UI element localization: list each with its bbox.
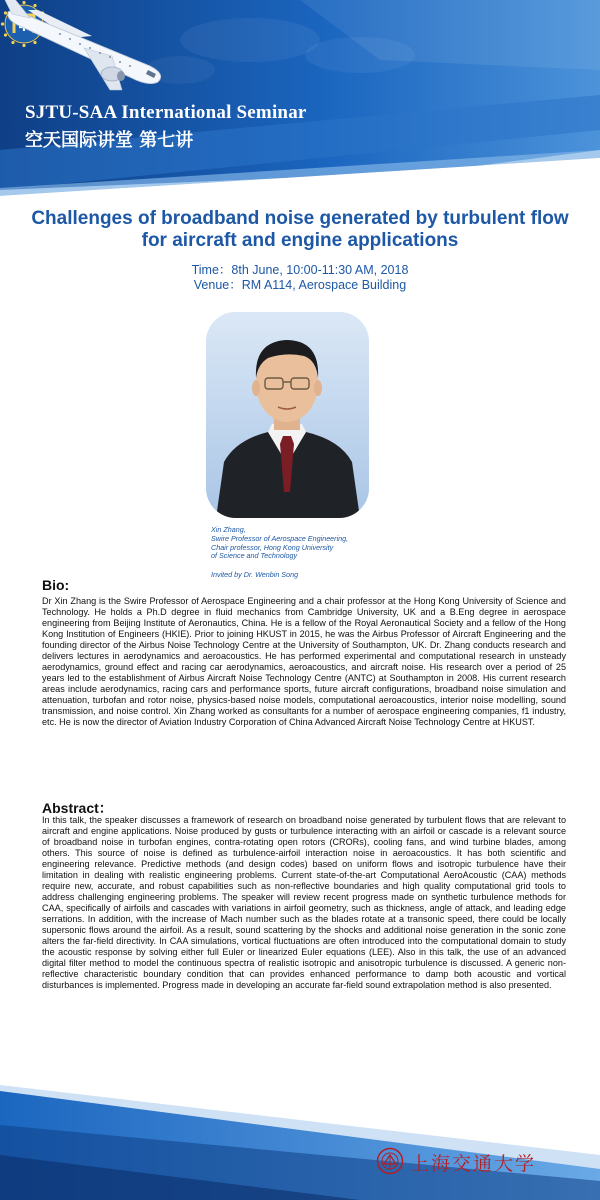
bio-heading: Bio: xyxy=(42,577,70,593)
talk-time: Time：8th June, 10:00-11:30 AM, 2018 xyxy=(191,263,409,277)
speaker-title-1: Swire Professor of Aerospace Engineering, xyxy=(211,533,349,543)
airplane-icon xyxy=(0,0,170,100)
talk-title-line2: for aircraft and engine applications xyxy=(141,230,459,251)
speaker-name: Xin Zhang, xyxy=(211,525,246,534)
speaker-photo xyxy=(206,312,369,518)
speaker-invited-by: Invited by Dr. Wenbin Song xyxy=(211,570,299,580)
footer-banner xyxy=(0,1085,600,1200)
speaker-title-2: Chair professor, Hong Kong University xyxy=(211,542,334,552)
sjtu-seal-icon xyxy=(376,1147,404,1175)
header-banner xyxy=(0,0,600,200)
footer-background xyxy=(0,1085,600,1200)
seminar-title-en: SJTU-SAA International Seminar xyxy=(25,102,307,123)
abstract-text: In this talk, the speaker discusses a framework of research on broadband noise generated by turbulent flows that are relevant to aircraft and engine applications. Noise produced by gusts or turbulence interacting with an airfoil or cascade is a relevant source of broadband noise in turbofan engines, contra-rotating open rotors (CRORs), cooling fans, and wind turbine blades, among others. This source of noise is defined as turbulence-airfoil interaction noise in aeroacoustics. It has both scientific and engineering relevance. Predictive methods (and design codes) based on uniform flows and isotropic turbulence have their limitation in dealing with realistic engineering problems. Current state-of-the-art Computational AeroAcoustic (CAA) methods require new, accurate, and robust capabilities such as non-reflective boundaries and high quality computational grid tools to address challenging engineering problems. The speaker will review recent progress made on synthetic turbulence methods for CAA, specifically of airfoils and cascades with variations in airfoil geometry, such as thickness, angle of attack, and leading edge serrations. In addition, with the increase of Mach number such as the blades rotate at a transonic speed, there could be locally supersonic flows around the airfoil. As a result, sound scattering by the shocks and additional noise generation in the sonic zone alters the far-field directivity. In CAA simulations, vortical fluctuations are often introduced into the computational domain to study the acoustic response by solving either full Euler or linearized Euler equations (LEE). Also in this talk, the use of an advanced digital filter method to model the continuous spectra of realistic isotropic and anisotropic turbulence is discussed. A generic non-reflective characteristic boundary condition that can provides enhanced performance to damp both acoustic and vortical disturbances is implemented. Progress made in developing an accurate far-field sound extrapolation method is also presented. xyxy=(42,815,566,990)
speaker-title-3: of Science and Technology xyxy=(211,551,298,561)
talk-venue: Venue：RM A114, Aerospace Building xyxy=(193,278,407,292)
speaker-portrait-illustration xyxy=(206,312,369,518)
bio-text: Dr Xin Zhang is the Swire Professor of Aerospace Engineering and a chair professor at the Hong Kong University of Science and Technology. He holds a Ph.D degree in fluid mechanics from Cambridge University, UK and a B.Eng degree in aerospace engineering from Beijing Institute of Aeronautics, China. He is a fellow of the Royal Aeronautical Society and a fellow of the Hong Kong Institution of Engineers (HKIE). Prior to joining HKUST in 2015, he was the Airbus Professor of Aircraft Engineering and the founding director of the Airbus Noise Technology Centre at the University of Southampton, UK. Dr. Zhang conducts research and delivers lectures in aerodynamics and aeroacoustics. He has performed experimental and computational research in unsteady aerodynamics, ground effect and racing car aerodynamics, aeroacoustics, and aircraft noise. His research over a period of 25 years led to the establishment of Airbus Aircraft Noise Technology Centre (ANTC) at Southampton in 2008. His current research areas include aerodynamics, racing cars and performance sports, future aircraft configurations, broadband noise simulation and attenuation, turbofan and rotor noise, physics-based noise models, computational aeroacoustics, interior noise modelling, sound transmission, and noise control. Xin Zhang worked as consultants for a number of aerospace engineering companies, f1 industry, etc. He is now the director of Aviation Industry Corporation of China Advanced Aircraft Noise Technology Centre at HKUST. xyxy=(42,596,566,727)
talk-title-line1: Challenges of broadband noise generated by turbulent flow xyxy=(31,208,569,229)
sjtu-name-cn: 上海交通大学 xyxy=(410,1153,537,1175)
talk-title xyxy=(20,208,580,252)
sjtu-logo xyxy=(376,1147,566,1175)
abstract-heading: Abstract： xyxy=(42,800,113,816)
talk-meta xyxy=(20,263,580,293)
speaker-caption xyxy=(211,526,411,580)
seminar-title-cn: 空天国际讲堂 第七讲 xyxy=(25,130,194,151)
